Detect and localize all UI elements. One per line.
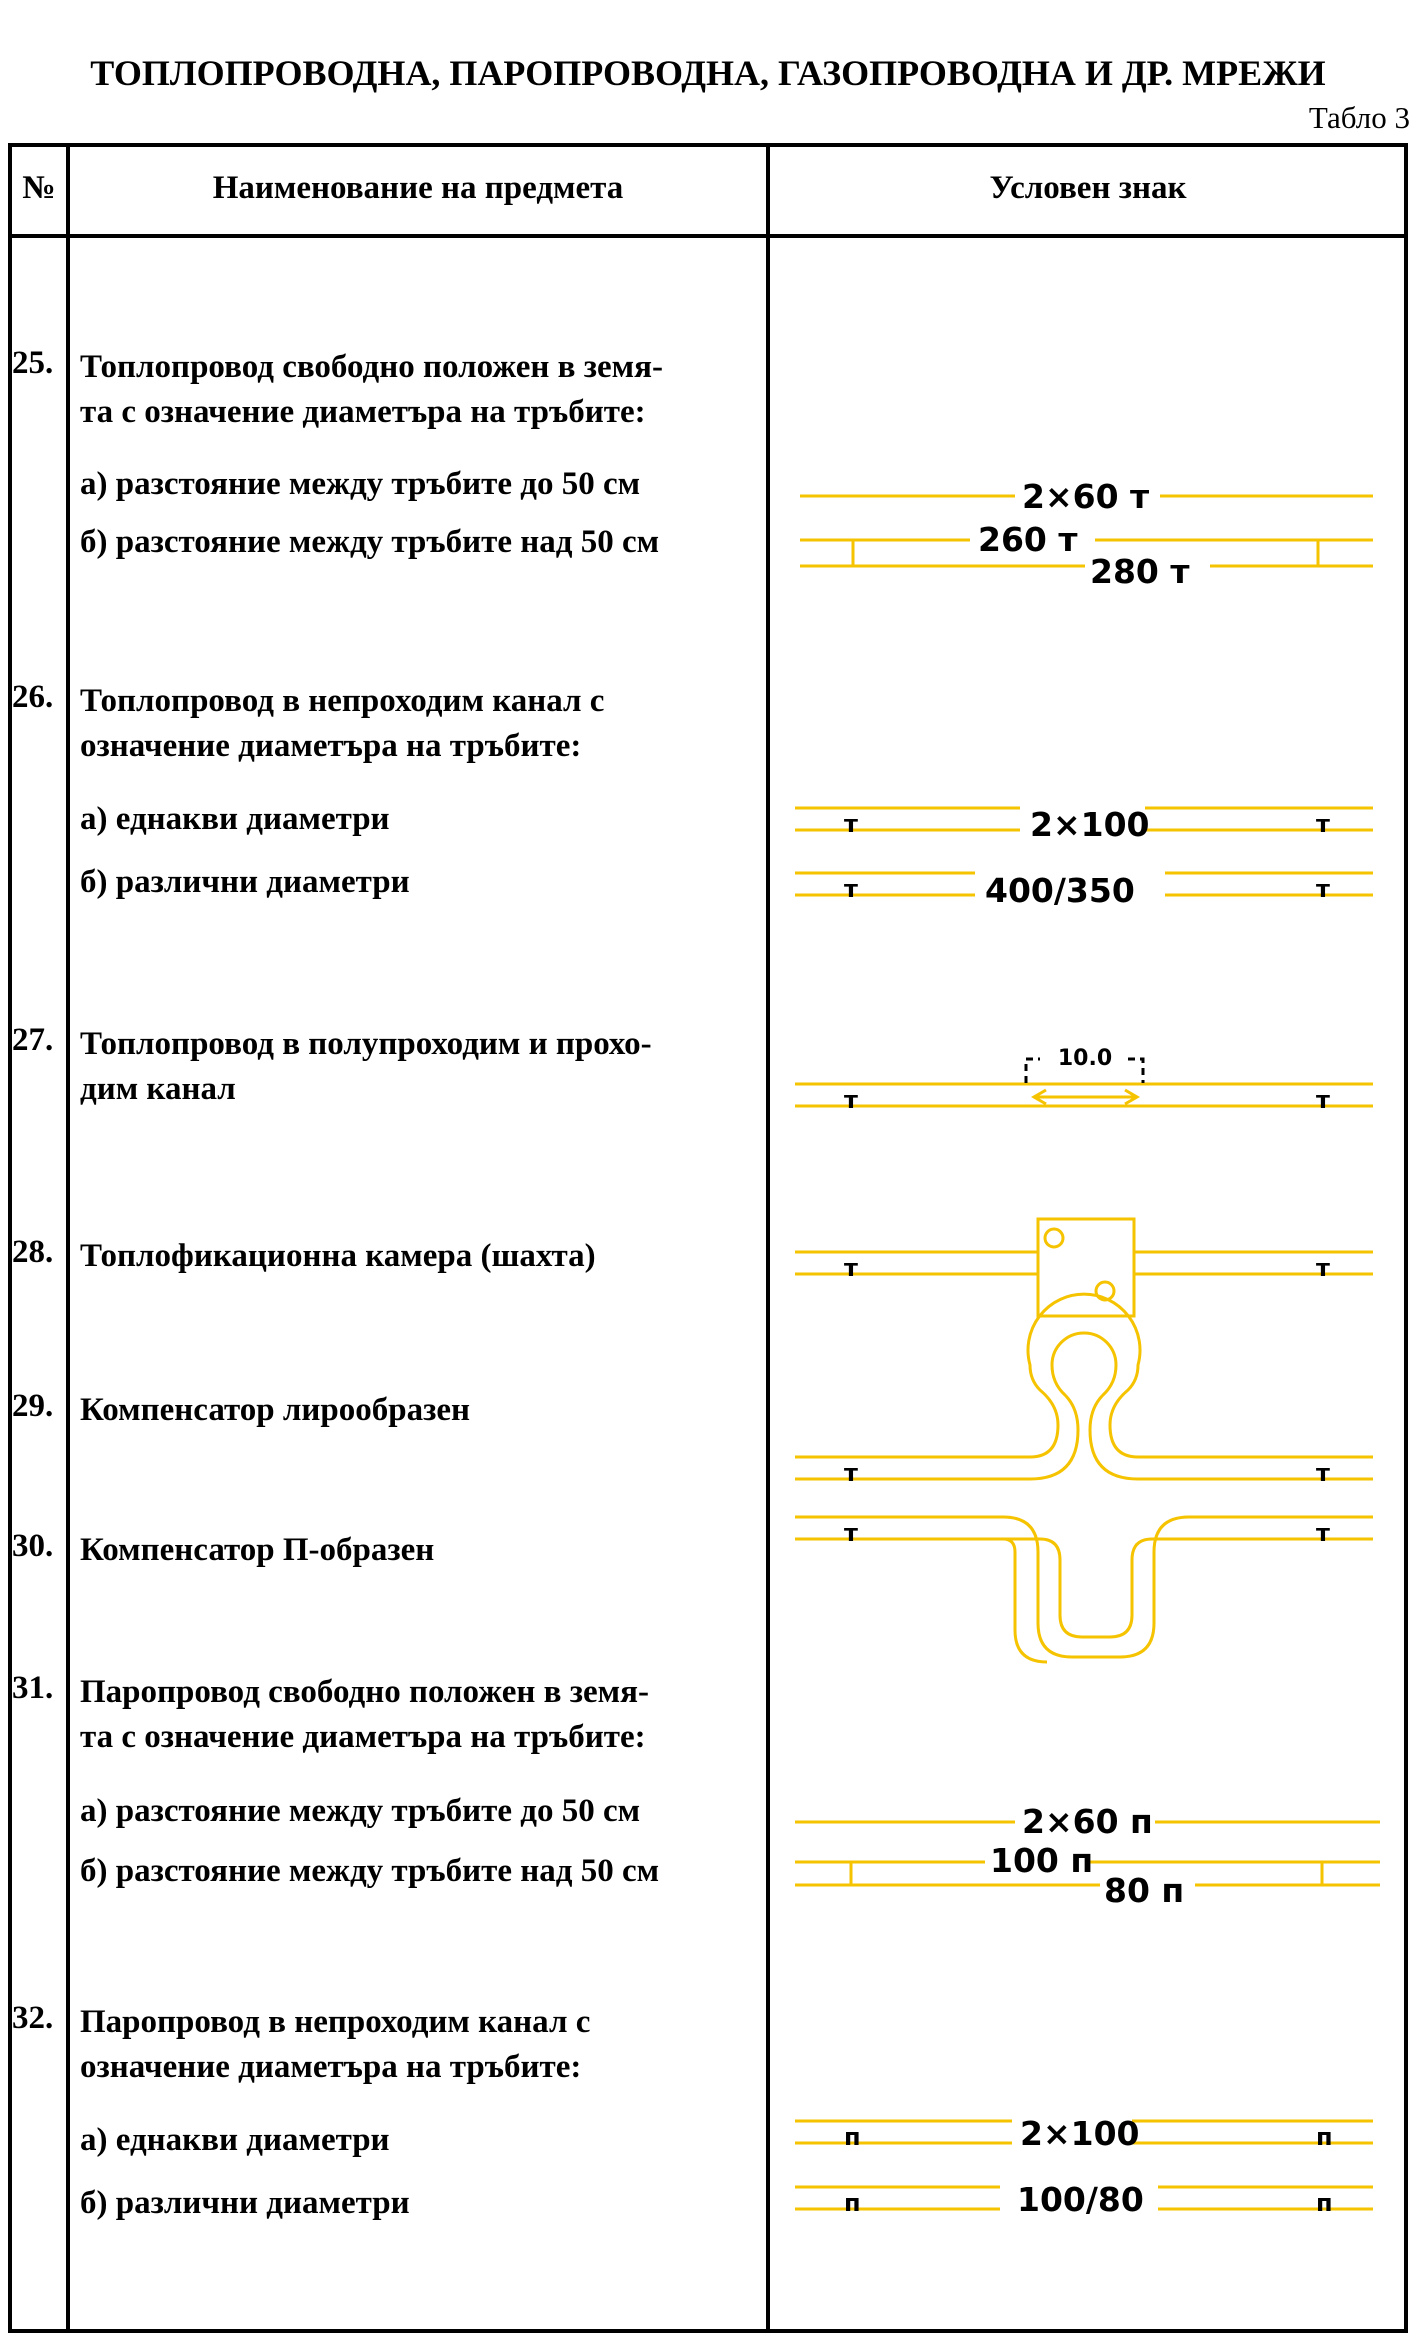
sign-label: 280 т: [1090, 552, 1190, 591]
sign-32a: [795, 2114, 1373, 2153]
channel-mark: п: [1316, 2189, 1333, 2217]
sign-29: [795, 1294, 1373, 1487]
channel-mark: т: [844, 1519, 858, 1547]
row-title-line: Топлопровод в полупроходим и прохо-: [80, 1026, 652, 1062]
row-number: 32.: [12, 2000, 54, 2036]
row-title-line: Топлопровод в непроходим канал с: [80, 683, 605, 719]
row-sub-b: б) разстояние между тръбите над 50 см: [80, 524, 660, 560]
row-sub-b: б) различни диаметри: [80, 864, 410, 900]
row-title-line: Компенсатор П-образен: [80, 1532, 435, 1568]
sign-28: [795, 1219, 1373, 1316]
row-number: 30.: [12, 1528, 54, 1564]
channel-mark: т: [1316, 1459, 1330, 1487]
row-title-line: дим канал: [80, 1071, 236, 1107]
header-num: №: [22, 170, 56, 206]
row-sub-b: б) различни диаметри: [80, 2185, 410, 2221]
channel-mark: т: [1316, 1519, 1330, 1547]
sign-label: 80 п: [1104, 1871, 1185, 1910]
row-sub-a: а) разстояние между тръбите до 50 см: [80, 1793, 641, 1829]
row-sub-b: б) разстояние между тръбите над 50 см: [80, 1853, 660, 1889]
row-number: 27.: [12, 1022, 54, 1058]
row-number: 31.: [12, 1670, 54, 1706]
sign-26a: [795, 805, 1373, 844]
sign-26b: [795, 871, 1373, 910]
sign-32b: [795, 2180, 1373, 2219]
row-title-line: та с означение диаметъра на тръбите:: [80, 394, 646, 430]
sign-label: 260 т: [978, 520, 1078, 559]
row-title-line: означение диаметъра на тръбите:: [80, 2049, 582, 2085]
sign-label: 2×100: [1030, 805, 1150, 844]
channel-mark: т: [1316, 875, 1330, 903]
channel-mark: п: [1316, 2123, 1333, 2151]
sign-label: 2×100: [1020, 2114, 1140, 2153]
sign-25b: [800, 520, 1373, 591]
dimension-label: 10.0: [1057, 1046, 1113, 1071]
channel-mark: т: [1316, 1254, 1330, 1282]
channel-mark: т: [1316, 810, 1330, 838]
row-number: 29.: [12, 1388, 54, 1424]
channel-mark: т: [844, 810, 858, 838]
row-title-line: означение диаметъра на тръбите:: [80, 728, 582, 764]
channel-mark: т: [844, 1459, 858, 1487]
sign-25a: [800, 477, 1373, 516]
sign-label: 2×60 т: [1022, 477, 1150, 516]
channel-mark: п: [844, 2123, 861, 2151]
row-number: 28.: [12, 1234, 54, 1270]
sign-label: 100 п: [990, 1841, 1094, 1880]
channel-mark: т: [1316, 1086, 1330, 1114]
row-title-line: Компенсатор лирообразен: [80, 1392, 471, 1428]
sign-31a: [795, 1802, 1380, 1841]
sign-31b: [795, 1841, 1380, 1910]
sign-label: 100/80: [1017, 2180, 1144, 2219]
row-title-line: Паропровод в непроходим канал с: [80, 2004, 591, 2040]
page-title: ТОПЛОПРОВОДНА, ПАРОПРОВОДНА, ГАЗОПРОВОДНА И ДР. МРЕЖИ: [90, 53, 1326, 93]
header-name: Наименование на предмета: [212, 170, 624, 206]
row-number: 25.: [12, 345, 54, 381]
channel-mark: т: [844, 1086, 858, 1114]
channel-mark: т: [844, 1254, 858, 1282]
sign-27: [795, 1046, 1373, 1114]
row-sub-a: а) разстояние между тръбите до 50 см: [80, 466, 641, 502]
row-sub-a: а) еднакви диаметри: [80, 2122, 390, 2158]
sign-30: [795, 1517, 1373, 1662]
row-title-line: та с означение диаметъра на тръбите:: [80, 1719, 646, 1755]
sign-label: 400/350: [985, 871, 1135, 910]
row-number: 26.: [12, 679, 54, 715]
channel-mark: т: [844, 875, 858, 903]
header-sign: Условен знак: [989, 170, 1187, 206]
row-sub-a: а) еднакви диаметри: [80, 801, 390, 837]
sign-label: 2×60 п: [1022, 1802, 1153, 1841]
row-title-line: Паропровод свободно положен в земя-: [80, 1674, 649, 1710]
table-reference: Табло 3: [1308, 100, 1410, 135]
row-title-line: Топлофикационна камера (шахта): [80, 1238, 596, 1274]
row-title-line: Топлопровод свободно положен в земя-: [80, 349, 663, 385]
channel-mark: п: [844, 2189, 861, 2217]
